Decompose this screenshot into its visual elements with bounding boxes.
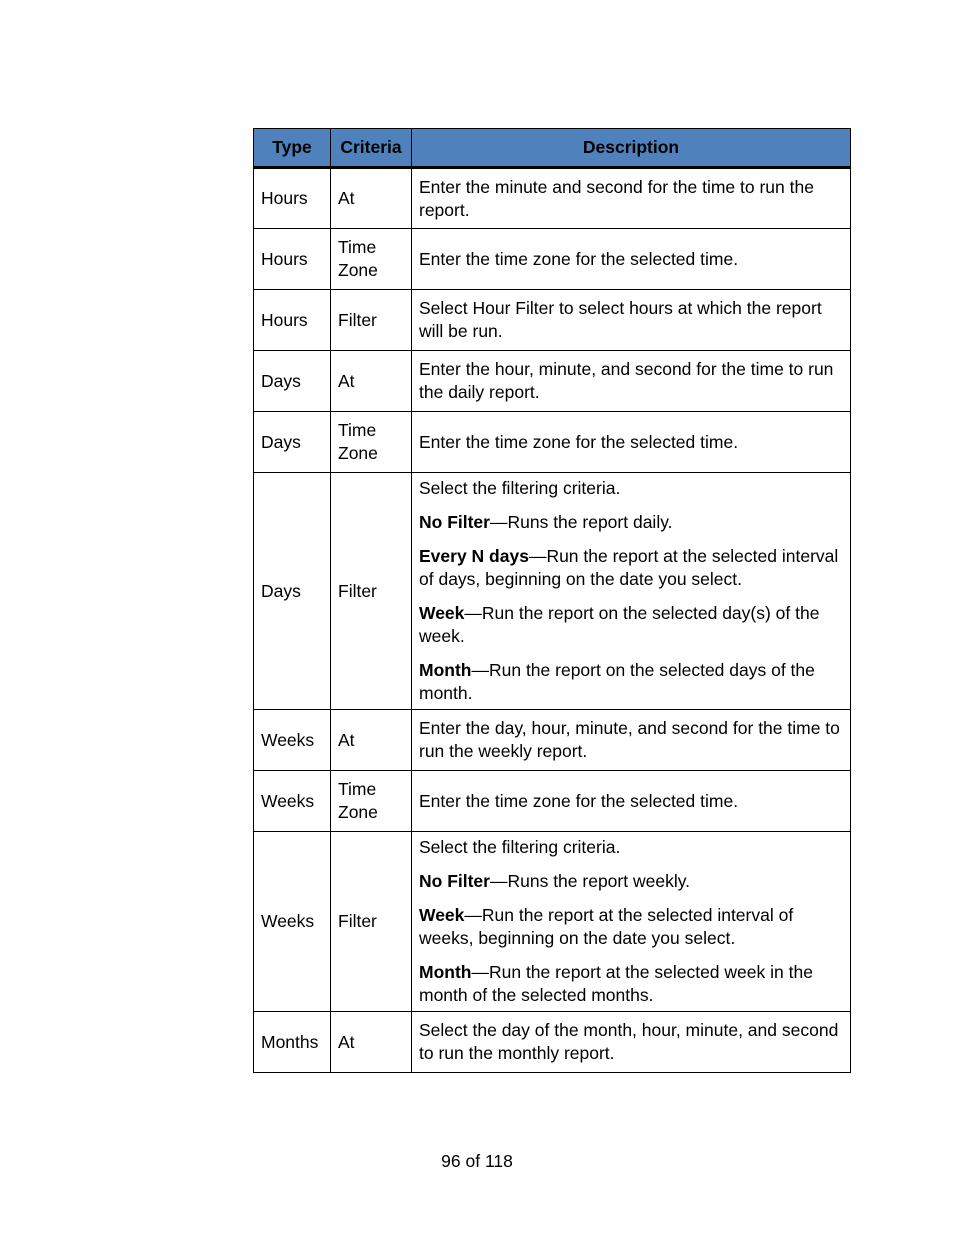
- description-text: Enter the minute and second for the time to run the report.: [419, 176, 814, 220]
- description-text: —Run the report on the selected day(s) of the week.: [419, 603, 820, 646]
- table-row: [254, 473, 851, 710]
- description-paragraph: [419, 836, 843, 859]
- description-paragraph: [419, 961, 843, 1007]
- header-description: Description: [412, 129, 851, 168]
- cell-description: [412, 1012, 851, 1073]
- cell-description: [412, 168, 851, 229]
- option-name: Every N days: [419, 546, 529, 566]
- cell-criteria: At: [331, 710, 412, 771]
- option-name: No Filter: [419, 512, 490, 532]
- description-text: Enter the hour, minute, and second for the time to run the daily report.: [419, 359, 834, 402]
- option-name: Week: [419, 905, 465, 925]
- description-text: —Run the report at the selected interval of days, beginning on the date you select.: [419, 546, 839, 589]
- cell-criteria: Filter: [331, 832, 412, 1012]
- cell-description: [412, 351, 851, 412]
- description-text: —Run the report at the selected week in the month of the selected months.: [419, 962, 813, 1005]
- description-text: Select the filtering criteria.: [419, 478, 621, 498]
- cell-type: Months: [254, 1012, 331, 1073]
- cell-type: Hours: [254, 168, 331, 229]
- description-text: Enter the time zone for the selected time.: [419, 248, 739, 269]
- description-paragraph: [419, 717, 843, 763]
- description-paragraph: [419, 248, 843, 271]
- table-header-row: [254, 129, 851, 168]
- description-paragraph: [419, 431, 843, 454]
- description-text: —Runs the report daily.: [489, 512, 673, 532]
- cell-description: [412, 412, 851, 473]
- cell-description: [412, 473, 851, 710]
- cell-criteria: Filter: [331, 290, 412, 351]
- description-paragraph: [419, 297, 843, 343]
- cell-type: Days: [254, 412, 331, 473]
- cell-criteria: Time Zone: [331, 412, 412, 473]
- cell-type: Hours: [254, 229, 331, 290]
- description-text: Select Hour Filter to select hours at which the report will be run.: [419, 298, 822, 341]
- page-number: 96 of 118: [441, 1151, 513, 1171]
- cell-criteria: At: [331, 351, 412, 412]
- cell-criteria: Time Zone: [331, 771, 412, 832]
- cell-description: [412, 832, 851, 1012]
- cell-type: Days: [254, 351, 331, 412]
- description-text: —Runs the report weekly.: [489, 871, 691, 891]
- table-row: [254, 290, 851, 351]
- table-row: [254, 351, 851, 412]
- cell-description: [412, 771, 851, 832]
- schedule-criteria-table: [253, 128, 851, 1073]
- cell-type: Weeks: [254, 832, 331, 1012]
- description-paragraph: [419, 545, 843, 591]
- description-text: Enter the time zone for the selected time.: [419, 431, 739, 452]
- description-text: Enter the time zone for the selected time.: [419, 790, 739, 811]
- cell-type: Weeks: [254, 710, 331, 771]
- option-name: Month: [419, 660, 472, 680]
- cell-type: Hours: [254, 290, 331, 351]
- description-paragraph: [419, 870, 843, 893]
- description-text: —Run the report on the selected days of the month.: [419, 660, 815, 703]
- description-text: —Run the report at the selected interval of weeks, beginning on the date you select.: [419, 905, 794, 948]
- table-row: [254, 710, 851, 771]
- cell-criteria: Filter: [331, 473, 412, 710]
- cell-criteria: At: [331, 1012, 412, 1073]
- cell-description: [412, 290, 851, 351]
- option-name: No Filter: [419, 871, 490, 891]
- description-paragraph: [419, 659, 843, 705]
- cell-description: [412, 710, 851, 771]
- option-name: Week: [419, 603, 465, 623]
- cell-type: Days: [254, 473, 331, 710]
- table-body: [254, 168, 851, 1073]
- cell-description: [412, 229, 851, 290]
- description-text: Select the day of the month, hour, minute, and second to run the monthly report.: [419, 1020, 839, 1063]
- cell-type: Weeks: [254, 771, 331, 832]
- header-type: Type: [254, 129, 331, 168]
- description-paragraph: [419, 1019, 843, 1065]
- description-paragraph: [419, 904, 843, 950]
- option-name: Month: [419, 962, 472, 982]
- table-row: [254, 1012, 851, 1073]
- description-paragraph: [419, 790, 843, 813]
- table-row: [254, 412, 851, 473]
- table-row: [254, 832, 851, 1012]
- table-row: [254, 168, 851, 229]
- cell-criteria: At: [331, 168, 412, 229]
- description-paragraph: [419, 176, 843, 222]
- description-text: Enter the day, hour, minute, and second for the time to run the weekly report.: [419, 718, 840, 761]
- header-criteria: Criteria: [331, 129, 412, 168]
- description-text: Select the filtering criteria.: [419, 837, 621, 857]
- description-paragraph: [419, 477, 843, 500]
- cell-criteria: Time Zone: [331, 229, 412, 290]
- description-paragraph: [419, 511, 843, 534]
- table-row: [254, 771, 851, 832]
- description-paragraph: [419, 358, 843, 404]
- description-paragraph: [419, 602, 843, 648]
- table-row: [254, 229, 851, 290]
